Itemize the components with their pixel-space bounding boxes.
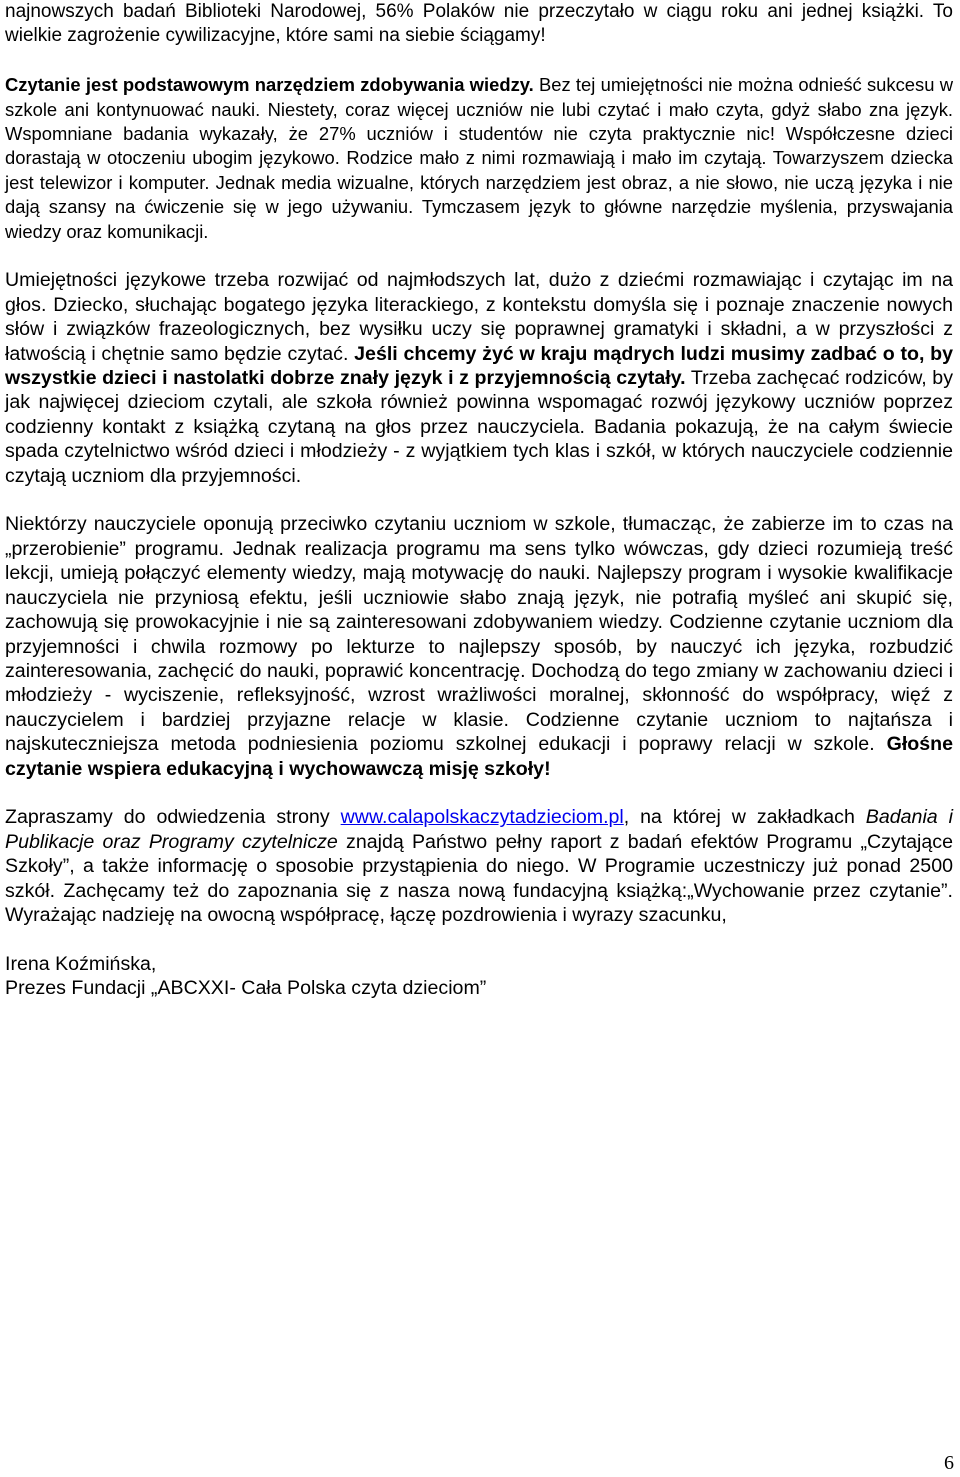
paragraph-gap	[5, 244, 953, 268]
paragraph-gap	[5, 488, 953, 512]
paragraph-invitation-text-a: Zapraszamy do odwiedzenia strony	[5, 806, 341, 829]
page-number: 6	[944, 1452, 954, 1474]
paragraph-invitation-text-b: , na której w zakładkach	[623, 806, 866, 829]
paragraph-language-skills-text-a: Umiejętności językowe trzeba rozwijać od najmłodszych lat, dużo z dziećmi rozmawiając i czytając im na głos. Dziecko, słuchając bogatego języka literackiego, z kontekstu domyśla się i poznaje znaczenie nowych słów i związków frazeologicznych, bez wysiłku uczy się poprawnej gramatyki i składni, a w przyszłości z łatwością i chętnie samo będzie czytać.	[5, 269, 953, 365]
signature-title: Prezes Fundacji „ABCXXI- Cała Polska czyta dzieciom”	[5, 977, 487, 1000]
paragraph-language-skills	[5, 268, 953, 488]
paragraph-gap	[5, 49, 953, 73]
website-link[interactable]: www.calapolskaczytadzieciom.pl	[340, 806, 624, 829]
paragraph-reading-tool-bold: Czytanie jest podstawowym narzędziem zdobywania wiedzy.	[5, 74, 534, 96]
paragraph-invitation-text-c: znajdą Państwo pełny raport z badań efektów Programu „Czytające Szkoły”, a także informację o sposobie przystąpienia do niego. W Programie uczestniczy już ponad 2500 szkół. Zachęcamy też do zapoznania się z nasza nową fundacyjną książką:„Wychowanie przez czytanie”. Wyrażając nadzieję na owocną współpracę, łączę pozdrowienia i wyrazy szacunku,	[5, 830, 953, 926]
paragraph-language-skills-text-b: Trzeba zachęcać rodziców, by jak najwięcej dzieciom czytali, ale szkoła również powinna wspomagać rozwój językowy uczniów poprzez codzienny kontakt z książką czytaną na głos przez nauczyciela. Badania pokazują, że na całym świecie spada czytelnictwo wśród dzieci i młodzieży - z wyjątkiem tych klas i szkół, w których nauczyciele codziennie czytają uczniom dla przyjemności.	[5, 367, 953, 487]
paragraph-teachers-bold: Głośne czytanie wspiera edukacyjną i wychowawczą misję szkoły!	[5, 733, 953, 780]
paragraph-reading-tool	[5, 73, 953, 244]
paragraph-teachers-text: Niektórzy nauczyciele oponują przeciwko czytaniu uczniom w szkole, tłumacząc, że zabierze im to czas na „przerobienie” programu. Jednak realizacja programu ma sens tylko wówczas, gdy dzieci rozumieją treść lekcji, umieją połączyć elementy wiedzy, mają motywację do nauki. Najlepszy program i wysokie kwalifikacje nauczyciela nie przyniosą efektu, jeśli uczniowie słabo znają język, nie potrafią myśleć ani skupić się, zachowują się prowokacyjnie i nie są zainteresowani zdobywaniem wiedzy. Codzienne czytanie uczniom dla przyjemności i chwila rozmowy po lekturze to najlepszy sposób, by nauczyć ich języka, rozbudzić zainteresowania, zachęcić do nauki, poprawić koncentrację. Dochodzą do tego zmiany w zachowaniu dzieci i młodzieży - wyciszenie, refleksyjność, wzrost wrażliwości moralnej, skłonność do współpracy, więź z nauczycielem i bardziej przyjazne relacje w klasie. Codzienne czytanie uczniom to najtańsza i najskuteczniejsza metoda podniesienia poziomu szkolnej edukacji i poprawy relacji w szkole.	[5, 513, 953, 756]
paragraph-invitation	[5, 805, 953, 927]
paragraph-language-skills-bold: Jeśli chcemy żyć w kraju mądrych ludzi musimy zadbać o to, by wszystkie dzieci i nastolatki dobrze znały język i z przyjemnością czytały.	[5, 342, 953, 390]
paragraph-teachers	[5, 512, 953, 780]
paragraph-intro	[5, 0, 953, 49]
paragraph-reading-tool-text: Bez tej umiejętności nie można odnieść sukcesu w szkole ani kontynuować nauki. Niestety, coraz więcej uczniów nie lubi czytać i mało czyta, gdyż słabo zna język. Wspomniane badania wykazały, że 27% uczniów i studentów nie czyta praktycznie nic! Współczesne dzieci dorastają w otoczeniu ubogim językowo. Rodzice mało z nimi rozmawiają i mało im czytają. Towarzyszem dziecka jest telewizor i komputer. Jednak media wizualne, których narzędziem jest obraz, a nie słowo, nie uczą języka i nie dają szansy na ćwiczenie się w jego używaniu. Tymczasem język to główne narzędzie myślenia, przyswajania wiedzy oraz komunikacji.	[5, 74, 953, 242]
paragraph-gap	[5, 781, 953, 805]
signature-name: Irena Koźmińska,	[5, 952, 157, 975]
paragraph-invitation-italic: Badania i Publikacje oraz Programy czytelnicze	[5, 806, 953, 853]
paragraph-gap	[5, 927, 953, 951]
document-body	[5, 0, 953, 1001]
paragraph-intro-text: najnowszych badań Biblioteki Narodowej, 56% Polaków nie przeczytało w ciągu roku ani jednej książki. To wielkie zagrożenie cywilizacyjne, które sami na siebie ściągamy!	[5, 1, 953, 47]
